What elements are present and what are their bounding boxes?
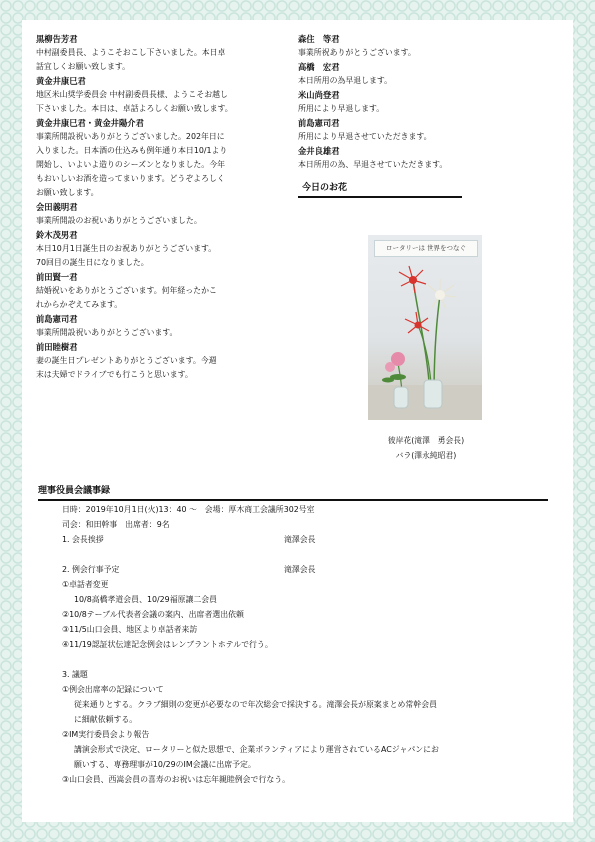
minutes-detail-line: ①卓話者変更 xyxy=(62,580,109,589)
message-text-line: 末は夫婦でドライブでも行こうと思います。 xyxy=(36,370,193,379)
message-text-line: 本日所用の為、早退させていただきます。 xyxy=(298,160,448,169)
message-author: 黄金井康巳君・黄金井陽介君 xyxy=(36,118,144,128)
minutes-detail-line: ②IM実行委員会より報告 xyxy=(62,730,150,739)
message-text-line: 事業所開設祝いありがとうございました。202年日に xyxy=(36,132,225,141)
message-text-line: お願い致します。 xyxy=(36,188,99,197)
message-text-line: 事業所祝ありがとうございます。 xyxy=(298,48,416,57)
message-author: 米山尚登君 xyxy=(298,90,340,100)
message-text-line: 事業所開設のお祝いありがとうございました。 xyxy=(36,216,202,225)
message-text-line: 地区米山奨学委員会 中村副委員長様、ようこそお越し xyxy=(36,90,228,99)
item-3-label: 3. 議題 xyxy=(62,670,88,679)
message-author: 鈴木茂男君 xyxy=(36,230,78,240)
message-text-line: 開始し、いよいよ造りのシーズンとなりました。今年 xyxy=(36,160,225,169)
minutes-detail-line: に細献依頼する。 xyxy=(74,715,138,724)
message-author: 前島憲司君 xyxy=(36,314,78,324)
message-text-line: れからかぞえてみます。 xyxy=(36,300,123,309)
rotary-sign: ロータリーは 世界をつなぐ xyxy=(374,240,478,257)
message-text-line: 事業所開設祝いありがとうございます。 xyxy=(36,328,178,337)
message-text-line: 話宜しくお願い致します。 xyxy=(36,62,131,71)
item-2-details xyxy=(62,577,552,652)
minutes-detail-line: ①例会出席率の記録について xyxy=(62,685,164,694)
flowers-heading: 今日のお花 xyxy=(298,178,462,198)
minutes-date: 日時：2019年10月1日(火)13：40 ～ 会場：厚木商工会議所302号室 xyxy=(62,505,315,514)
item-2-presenter: 滝澤会長 xyxy=(284,565,316,574)
minutes-detail-line: ③山口会員、西嵩会員の喜寿のお祝いは忘年親睦例会で行なう。 xyxy=(62,775,291,784)
message-text-line: 70回目の誕生日になりました。 xyxy=(36,258,149,267)
item-1-label: 1. 会長挨拶 xyxy=(62,535,104,544)
minutes-item-2 xyxy=(62,562,552,577)
message-author: 高橋 宏君 xyxy=(298,62,340,72)
message-author: 黄金井康巳君 xyxy=(36,76,86,86)
minutes-detail-line: ④11/19認証状伝達記念例会はレンブラントホテルで行う。 xyxy=(62,640,273,649)
message-text-line: 妻の誕生日プレゼントありがとうございます。今週 xyxy=(36,356,217,365)
left-column-messages xyxy=(36,32,288,382)
message-author: 前田賢一君 xyxy=(36,272,78,282)
flower-caption-2: バラ(澤永純昭君) xyxy=(395,451,457,460)
minutes-detail-line: 講演会形式で決定、ロータリーと似た思想で、企業ボランティアにより運営されているACジャパンにお xyxy=(74,745,439,754)
item-1-presenter: 滝澤会長 xyxy=(284,535,316,544)
minutes-item-1 xyxy=(62,532,552,547)
item-2-label: 2. 例会行事予定 xyxy=(62,565,120,574)
message-author: 前島憲司君 xyxy=(298,118,340,128)
flower-photo xyxy=(368,235,482,420)
minutes-detail-line: ③11/5山口会員、地区より卓話者来訪 xyxy=(62,625,198,634)
message-text-line: 本日10月1日誕生日のお祝ありがとうございます。 xyxy=(36,244,217,253)
item-3-details xyxy=(62,682,552,787)
minutes-detail-line: 従来通りとする。クラブ細則の変更が必要なので年次総会で採決する。滝澤会長が原案まとめ常幹会員 xyxy=(74,700,437,709)
message-text-line: もおいしいお酒を造ってまいります。どうぞよろしく xyxy=(36,174,225,183)
minutes-body xyxy=(62,502,552,787)
message-text-line: 結婚祝いをありがとうございます。何年経ったかこ xyxy=(36,286,217,295)
flowers-section xyxy=(298,20,554,460)
minutes-heading: 理事役員会議事録 xyxy=(38,483,548,501)
message-text-line: 所用により早退させていただきます。 xyxy=(298,132,432,141)
minutes-detail-line: 願いする、専務理事が10/29のIM会議に出席予定。 xyxy=(74,760,256,769)
newsletter-page xyxy=(22,20,573,822)
message-author: 前田睦樹君 xyxy=(36,342,78,352)
message-author: 会田義明君 xyxy=(36,202,78,212)
message-author: 森住 等君 xyxy=(298,34,340,44)
message-text-line: 下さいました。本日は、卓話よろしくお願い致します。 xyxy=(36,104,233,113)
minutes-detail-line: ②10/8テーブル代表者会議の案内、出席者選出依頼 xyxy=(62,610,244,619)
minutes-detail-line: 10/8高橋孝道会員、10/29福原讓二会員 xyxy=(74,595,218,604)
message-author: 金井良雄君 xyxy=(298,146,340,156)
message-author: 黒柳告芳君 xyxy=(36,34,78,44)
flower-caption-1: 彼岸花(滝澤 勇会長) xyxy=(387,436,465,445)
message-text-line: 入りました。日本酒の仕込みも例年通り本日10/1より xyxy=(36,146,228,155)
minutes-chair: 司会：和田幹事 出席者：9名 xyxy=(62,520,170,529)
message-text-line: 所用により早退します。 xyxy=(298,104,385,113)
message-text-line: 中村副委員長、ようこそおこし下さいました。本日卓 xyxy=(36,48,226,57)
message-text-line: 本日所用の為早退します。 xyxy=(298,76,393,85)
flower-arrangement-illustration xyxy=(368,235,482,420)
